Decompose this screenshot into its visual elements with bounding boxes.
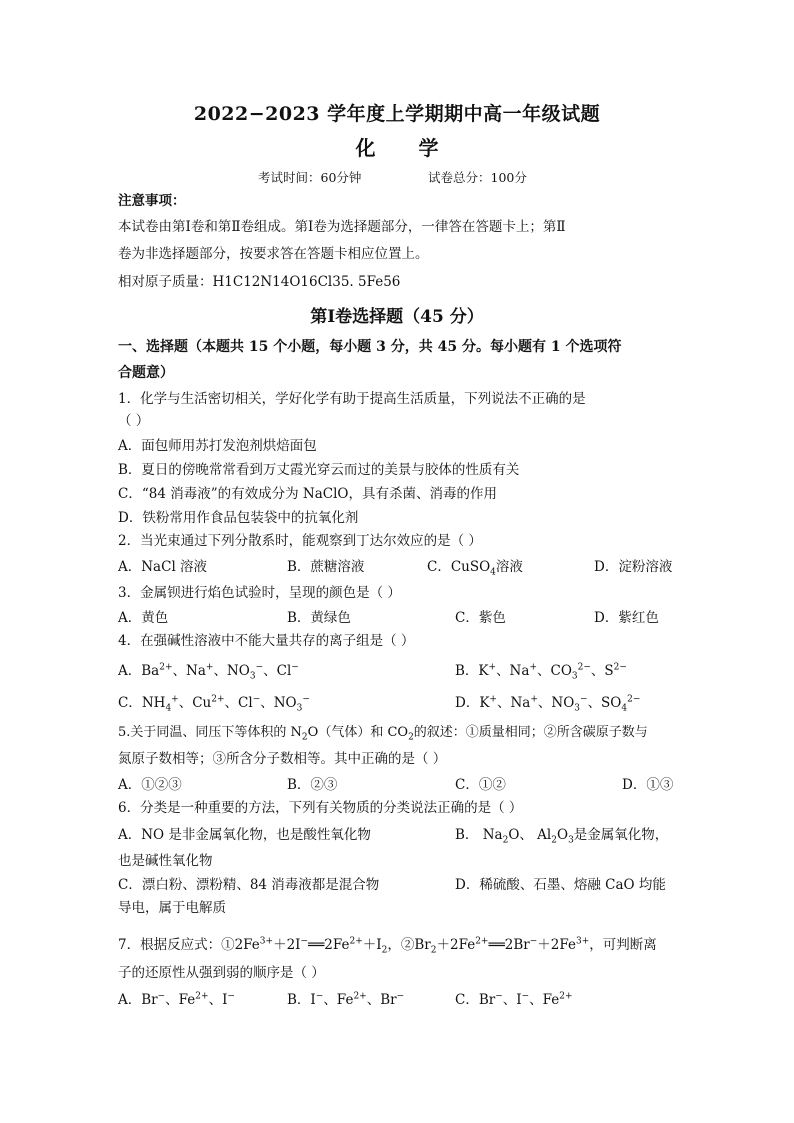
notice-line-1: 本试卷由第Ⅰ卷和第Ⅱ卷组成。第Ⅰ卷为选择题部分，一律答在答题卡上；第Ⅱ (118, 219, 566, 235)
q4-option-d: D．K+、Na+、$NO_3^-$、$SO_4^{2-}$ (455, 694, 641, 714)
total-score: 试卷总分：100分 (428, 170, 527, 185)
q6-option-a: A．NO 是非金属氧化物，也是酸性氧化物 (118, 827, 371, 843)
q3-option-b: B．黄绿色 (287, 610, 351, 626)
section-heading-line-1: 一、选择题（本题共 15 个小题，每小题 3 分，共 45 分。每小题有 1 个选项符 (118, 339, 622, 355)
q3-option-c: C．紫色 (455, 610, 506, 626)
notice-heading: 注意事项： (118, 193, 186, 209)
section-heading-line-2: 合题意） (118, 365, 174, 381)
q1-option-a: A．面包师用苏打发泡剂烘焙面包 (118, 438, 317, 454)
q5-stem-line-2: 氮原子数相等；③所含分子数相等。其中正确的是（ ） (118, 751, 447, 767)
q5-option-a: A．①②③ (118, 777, 182, 793)
q6-option-b-cont: 也是碱性氧化物 (118, 853, 213, 869)
q7-stem-line-1: 7．根据反应式：$①2Fe^{3+}+2I^-══2Fe^{2+}+I_2$，$②Br_2+2Fe^{2+}══2Br^-+2Fe^{3+}$，可判断离 (118, 936, 657, 956)
q1-stem-line-2: （ ） (118, 413, 150, 429)
q4-option-a: A．$Ba^{2+}$、Na+、$NO_3^-$、Cl− (118, 662, 299, 682)
q7-stem-line-2: 子的还原性从强到弱的顺序是（ ） (118, 965, 325, 981)
q6-option-d: D．稀硫酸、石墨、熔融 CaO 均能 (455, 877, 666, 893)
q7-option-b: B．I−、$Fe^{2+}$、Br− (287, 991, 405, 1008)
q5-option-c: C．①② (455, 777, 506, 793)
q4-option-b: B．K+、Na+、$CO_3^{2-}$、$S^{2-}$ (455, 662, 627, 682)
q3-option-a: A．黄色 (118, 610, 169, 626)
q2-option-b: B．蔗糖溶液 (287, 559, 365, 575)
q5-stem-line-1: 5.关于同温、同压下等体积的 $N_2O$（气体）和 $CO_2$的叙述：①质量相同；②所含碳原子数与 (118, 725, 648, 743)
q1-option-d: D．铁粉常用作食品包装袋中的抗氧化剂 (118, 510, 359, 526)
atomic-mass: 相对原子质量：H1C12N14O16Cl35. 5Fe56 (118, 274, 401, 290)
q7-option-a: A．Br−、$Fe^{2+}$、I− (118, 991, 235, 1008)
exam-title: 2022−2023 学年度上学期期中高一年级试题 (193, 103, 601, 125)
q5-option-b: B．②③ (287, 777, 338, 793)
q5-option-d: D．①③ (622, 777, 674, 793)
q6-option-c: C．漂白粉、漂粉精、84 消毒液都是混合物 (118, 877, 380, 893)
q2-option-a: A．NaCl 溶液 (118, 559, 208, 575)
q6-option-b: B． $Na_2O$、 $Al_2O_3$是金属氧化物， (455, 827, 669, 846)
q7-option-c: C．Br−、I−、$Fe^{2+}$ (455, 991, 573, 1008)
subject-title: 化 学 (355, 136, 457, 160)
q2-option-c: C．CuSO$_4$溶液 (427, 559, 523, 578)
q2-option-d: D．淀粉溶液 (594, 559, 673, 575)
q4-option-c: C．$NH_4^+$、$Cu^{2+}$、Cl−、$NO_3^-$ (118, 694, 310, 714)
q1-option-c: C．“84 消毒液”的有效成分为 NaClO，具有杀菌、消毒的作用 (118, 486, 497, 502)
q3-stem: 3．金属钡进行焰色试验时，呈现的颜色是（ ） (118, 585, 401, 601)
q1-stem-line-1: 1．化学与生活密切相关，学好化学有助于提高生活质量，下列说法不正确的是 (118, 391, 586, 407)
notice-line-2: 卷为非选择题部分，按要求答在答题卡相应位置上。 (118, 246, 429, 262)
q3-option-d: D．紫红色 (594, 610, 659, 626)
q6-option-d-cont: 导电，属于电解质 (118, 900, 226, 916)
q1-option-b: B．夏日的傍晚常常看到万丈霞光穿云而过的美景与胶体的性质有关 (118, 462, 520, 478)
section-title: 第Ⅰ卷选择题（45 分） (310, 307, 484, 327)
exam-time: 考试时间：60分钟 (258, 170, 362, 185)
q4-stem: 4．在强碱性溶液中不能大量共存的离子组是（ ） (118, 633, 415, 649)
q2-stem: 2．当光束通过下列分散系时，能观察到丁达尔效应的是（ ） (118, 533, 482, 549)
q6-stem: 6．分类是一种重要的方法，下列有关物质的分类说法正确的是（ ） (118, 800, 523, 816)
